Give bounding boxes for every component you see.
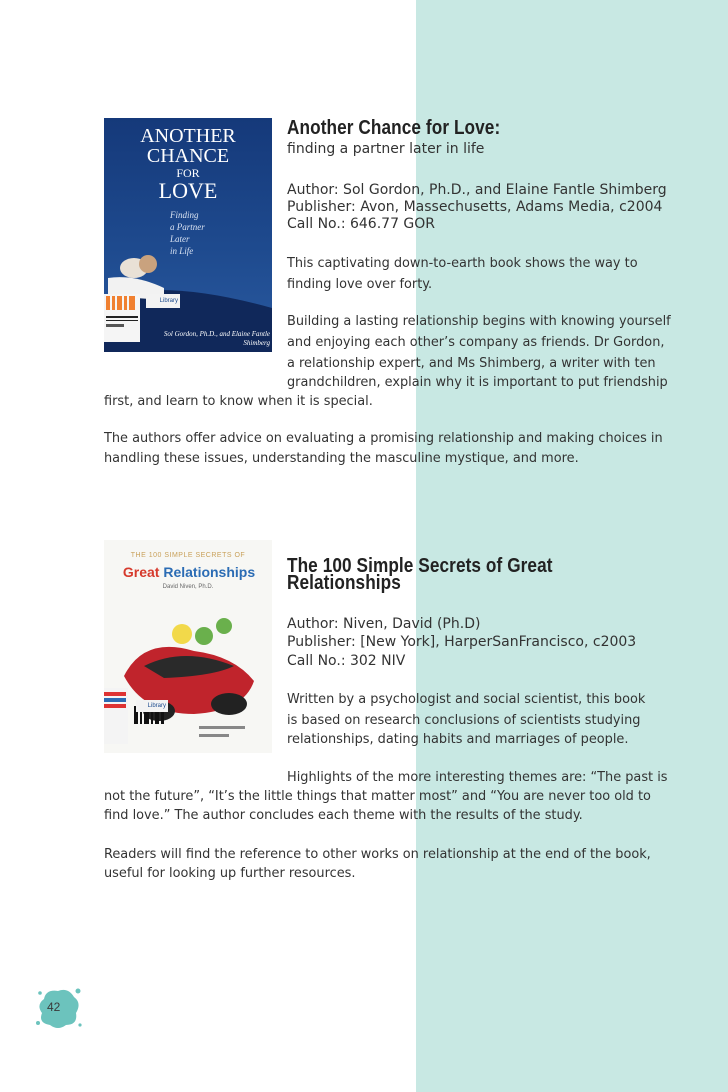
book-publisher: Publisher: [New York], HarperSanFrancisco, c2003 [287,634,637,650]
cover-subtitle-line: Later [170,234,190,244]
paragraph-line: finding love over forty. [287,277,433,292]
cover-author: David Niven, Ph.D. [162,584,214,590]
paragraph-line: handling these issues, understanding the masculine mystique, and more. [104,451,579,466]
paragraph-line: and enjoying each other’s company as friends. Dr Gordon, [287,335,665,350]
book-call-number: Call No.: 302 NIV [287,653,406,669]
teal-side-panel [416,0,728,1092]
paragraph-line: is based on research conclusions of scientists studying [287,713,641,728]
cover-title-relationships: Relationships [163,564,256,580]
paragraph-line: not the future”, “It’s the little things that matter most” and “You are never too old to [104,789,651,804]
cover-subtitle-line: in Life [170,246,194,256]
cover-title-line: CHANCE [146,145,230,167]
cover-top-text: THE 100 SIMPLE SECRETS OF [130,552,246,559]
book-author: Author: Sol Gordon, Ph.D., and Elaine Fantle Shimberg [287,182,667,198]
paragraph-line: first, and learn to know when it is special. [104,394,373,409]
cover-authors: Sol Gordon, Ph.D., and Elaine Fantle Shimberg [163,330,270,347]
cover-title-line: ANOTHER [140,125,236,147]
paragraph-line: Readers will find the reference to other works on relationship at the end of the book, [104,847,651,862]
paragraph-line: Highlights of the more interesting themes are: “The past is [287,770,668,785]
paragraph-line: This captivating down-to-earth book shows the way to [287,256,638,271]
cover-title [106,564,272,580]
library-sticker: Library [136,700,168,712]
paragraph-line: Written by a psychologist and social scientist, this book [287,692,646,707]
cover-subtitle-line: a Partner [170,222,205,232]
paragraph-line: grandchildren, explain why it is important to put friendship [287,375,668,390]
book-cover-100-simple-secrets [104,540,272,753]
cover-title-great: Great [122,564,160,580]
paragraph-line: relationships, dating habits and marriages of people. [287,732,629,747]
paragraph-line: The authors offer advice on evaluating a promising relationship and making choices in [104,431,663,446]
book-subtitle: finding a partner later in life [287,141,485,157]
book-publisher: Publisher: Avon, Massechusetts, Adams Media, c2004 [287,199,663,215]
paragraph-line: useful for looking up further resources. [104,866,356,881]
library-sticker: Library [146,294,180,308]
paragraph-line: find love.” The author concludes each theme with the results of the study. [104,808,583,823]
page-number: 42 [47,1000,61,1014]
book-call-number: Call No.: 646.77 GOR [287,216,436,232]
cover-car-illustration [104,596,272,753]
cover-title-line: LOVE [158,178,218,203]
book-author: Author: Niven, David (Ph.D) [287,616,481,632]
cover-title-line: FOR [176,166,200,180]
cover-subtitle-line: Finding [170,210,199,220]
book-cover-another-chance [104,118,272,352]
paragraph-line: Building a lasting relationship begins with knowing yourself [287,314,671,329]
book-title: Another Chance for Love: [287,117,501,139]
book-title-line: Relationships [287,572,401,594]
book-title-line: The 100 Simple Secrets of Great [287,555,553,577]
paragraph-line: a relationship expert, and Ms Shimberg, a writer with ten [287,356,656,371]
